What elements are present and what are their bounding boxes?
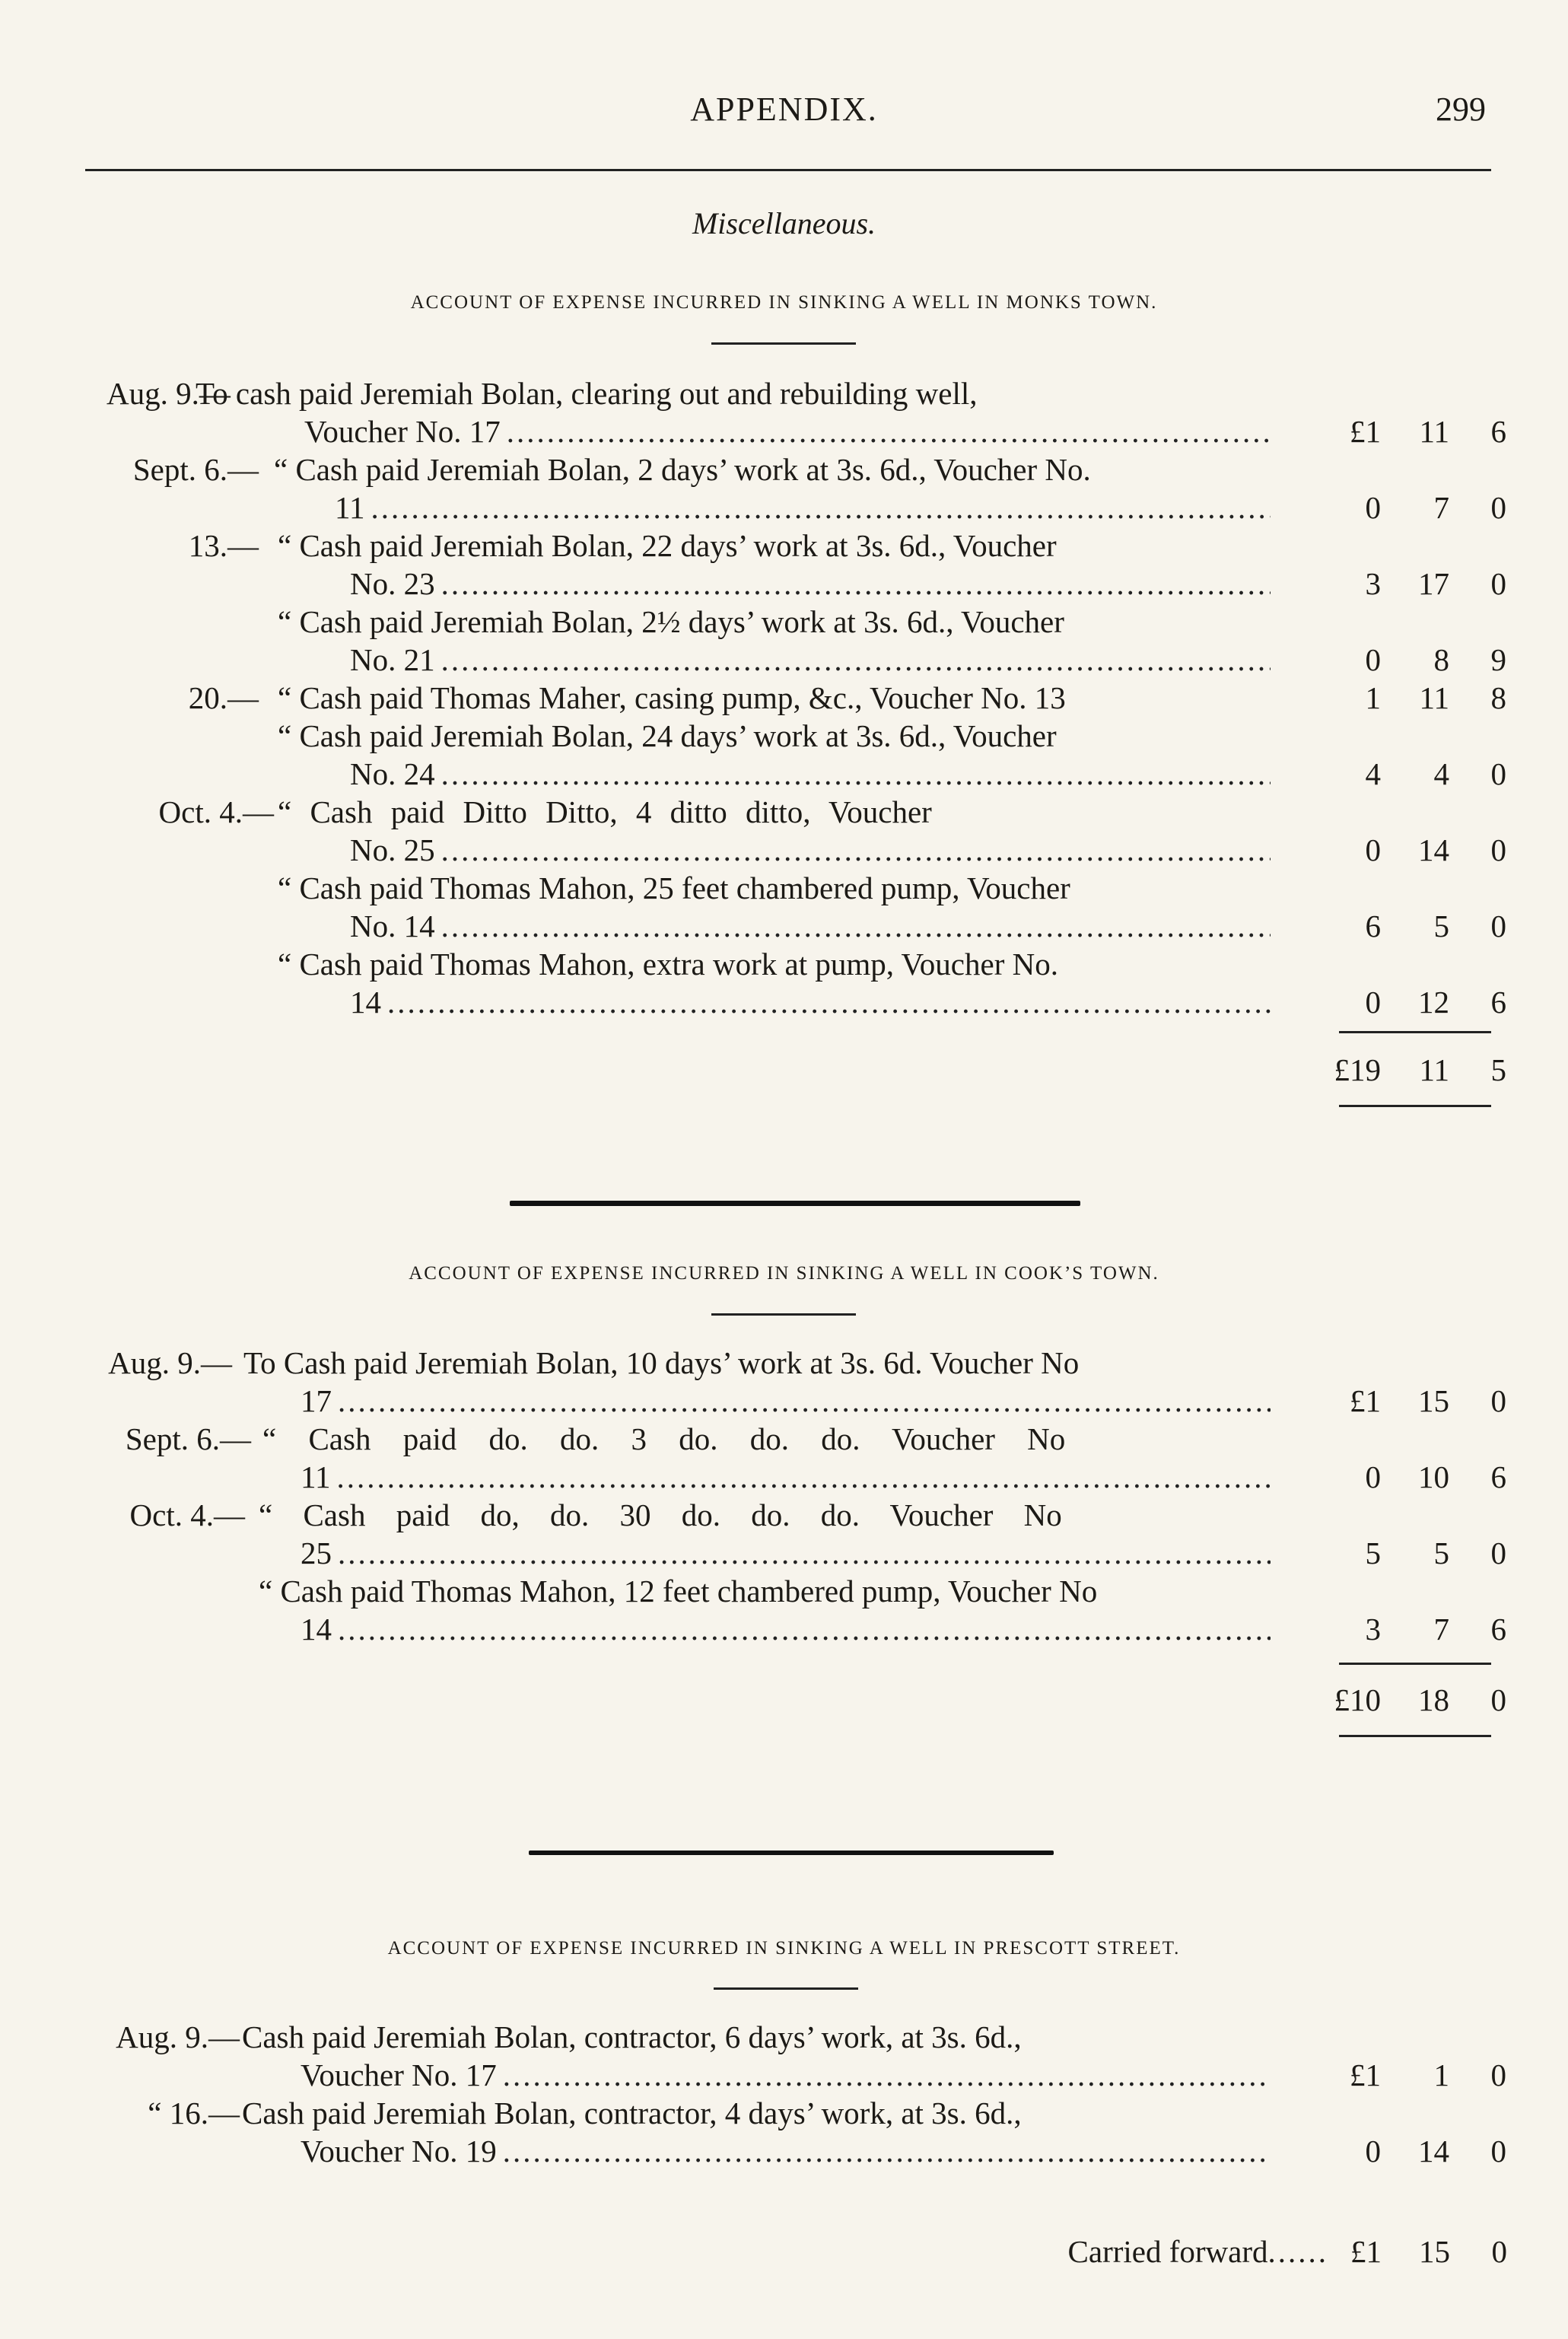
- dot-leader: [441, 831, 1271, 869]
- amount-pounds: 0: [1365, 2134, 1381, 2169]
- entry-voucher-line: [301, 2056, 1271, 2094]
- amount-pounds: £1: [1350, 414, 1381, 449]
- entry-amount: [1297, 565, 1506, 603]
- entry-date: Aug. 9.—: [116, 2019, 240, 2054]
- entry-date: 20.—: [188, 680, 259, 715]
- account-entries-prescott-street: [0, 2018, 1568, 2170]
- dot-leader: [371, 488, 1271, 527]
- entry-voucher-line: [350, 755, 1271, 793]
- entry-date: Aug. 9.—: [108, 1345, 232, 1380]
- account-entry: [0, 374, 1568, 450]
- entry-description: “ Cash paid Ditto Ditto, 4 ditto ditto, Voucher: [278, 794, 932, 829]
- account-title-prescott-street: ACCOUNT OF EXPENSE INCURRED IN SINKING A WELL IN PRESCOTT STREET.: [387, 1938, 1181, 1959]
- dot-leader: [338, 1382, 1271, 1420]
- amount-pence: 9: [1490, 642, 1506, 677]
- title-rule: [714, 1987, 858, 1990]
- entry-voucher-ref: No. 25: [350, 832, 435, 867]
- entry-voucher-ref: 25: [301, 1535, 332, 1570]
- entry-description: “ Cash paid Thomas Mahon, 12 feet chambered pump, Voucher No: [259, 1574, 1098, 1609]
- account-entry: [0, 1496, 1568, 1572]
- carried-shillings: 15: [1419, 2234, 1450, 2269]
- total-pounds: £10: [1334, 1682, 1381, 1717]
- entry-description: To Cash paid Jeremiah Bolan, 10 days’ work at 3s. 6d. Voucher No: [243, 1345, 1080, 1380]
- entry-description: Cash paid Jeremiah Bolan, contractor, 4 days’ work, at 3s. 6d.,: [242, 2096, 1022, 2131]
- carried-pence: 0: [1491, 2234, 1507, 2269]
- dot-leader: [338, 1534, 1271, 1572]
- entry-voucher-ref: 14: [350, 985, 381, 1020]
- amount-pence: 6: [1490, 1459, 1506, 1494]
- account-entries-monks-town: [0, 374, 1568, 1021]
- account-entry: [0, 1572, 1568, 1648]
- entry-amount: [1297, 983, 1506, 1021]
- account-entry: [0, 2018, 1568, 2094]
- dot-leader: [441, 565, 1271, 603]
- carried-forward-label: Carried forward: [1067, 2234, 1268, 2269]
- amount-pounds: 5: [1365, 1535, 1381, 1570]
- amount-shillings: 10: [1418, 1459, 1449, 1494]
- entry-amount: [1297, 641, 1506, 679]
- entry-amount: [1297, 2132, 1506, 2170]
- entry-amount: [1297, 488, 1506, 527]
- entry-date: Oct. 4.—: [129, 1497, 245, 1532]
- account-entry: [0, 450, 1568, 527]
- dot-leader: [441, 907, 1271, 945]
- amount-pence: 8: [1490, 680, 1506, 715]
- dot-leader: [503, 2056, 1271, 2094]
- amount-pence: 0: [1490, 2057, 1506, 2092]
- entry-amount: [1297, 1458, 1506, 1496]
- amount-shillings: 11: [1419, 414, 1449, 449]
- entry-date: 13.—: [188, 528, 259, 563]
- amount-shillings: 5: [1433, 909, 1449, 944]
- dot-leader: [441, 641, 1271, 679]
- account-entry: [0, 869, 1568, 945]
- running-title: APPENDIX.: [690, 91, 878, 128]
- entry-description: “ Cash paid Thomas Mahon, 25 feet chambered pump, Voucher: [278, 870, 1070, 905]
- entry-amount: [1297, 1534, 1506, 1572]
- entry-amount: [1297, 412, 1506, 450]
- entry-date: Aug. 9.—: [107, 376, 231, 411]
- entry-voucher-ref: No. 14: [350, 909, 435, 944]
- entry-date: Sept. 6.—: [125, 1421, 251, 1456]
- amount-pence: 0: [1490, 756, 1506, 791]
- amount-shillings: 8: [1433, 642, 1449, 677]
- entry-date: Oct. 4.—: [158, 794, 274, 829]
- entry-description: “ Cash paid Jeremiah Bolan, 2 days’ work at 3s. 6d., Voucher No.: [274, 452, 1091, 487]
- amount-pence: 0: [1490, 490, 1506, 525]
- entry-voucher-line: [350, 565, 1271, 603]
- amount-shillings: 12: [1418, 985, 1449, 1020]
- amount-shillings: 14: [1418, 832, 1449, 867]
- account-entry: [0, 1344, 1568, 1420]
- amount-shillings: 5: [1433, 1535, 1449, 1570]
- account-entry: [0, 717, 1568, 793]
- account-title-monks-town: ACCOUNT OF EXPENSE INCURRED IN SINKING A WELL IN MONKS TOWN.: [410, 292, 1158, 313]
- amount-pence: 0: [1490, 2134, 1506, 2169]
- amount-pence: 0: [1490, 1383, 1506, 1418]
- amount-pounds: 4: [1365, 756, 1381, 791]
- amount-pence: 0: [1490, 832, 1506, 867]
- account-entries-cooks-town: [0, 1344, 1568, 1648]
- amount-pounds: £1: [1350, 2057, 1381, 2092]
- entry-date: “ 16.—: [148, 2096, 240, 2131]
- account-entry: [0, 679, 1568, 717]
- entry-amount: [1297, 1610, 1506, 1648]
- amount-shillings: 15: [1418, 1383, 1449, 1418]
- entry-description: To cash paid Jeremiah Bolan, clearing out and rebuilding well,: [196, 376, 978, 411]
- total-rule: [1339, 1663, 1491, 1665]
- amount-pence: 0: [1490, 909, 1506, 944]
- account-entry: [0, 2094, 1568, 2170]
- amount-pence: 6: [1490, 985, 1506, 1020]
- header-rule: [85, 169, 1491, 171]
- entry-voucher-ref: Voucher No. 17: [304, 414, 501, 449]
- account-entry: [0, 945, 1568, 1021]
- total-pounds: £19: [1334, 1052, 1381, 1087]
- entry-description: “ Cash paid do. do. 3 do. do. do. Voucher No: [262, 1421, 1066, 1456]
- entry-description: “ Cash paid Jeremiah Bolan, 2½ days’ work at 3s. 6d., Voucher: [278, 604, 1064, 639]
- account-total: [1297, 1052, 1506, 1088]
- entry-amount: [1297, 2056, 1506, 2094]
- entry-voucher-ref: Voucher No. 19: [301, 2134, 497, 2169]
- entry-voucher-ref: 11: [301, 1459, 331, 1494]
- account-title-cooks-town: ACCOUNT OF EXPENSE INCURRED IN SINKING A WELL IN COOK’S TOWN.: [409, 1263, 1159, 1284]
- amount-shillings: 7: [1433, 490, 1449, 525]
- entry-description: Cash paid Jeremiah Bolan, contractor, 6 days’ work, at 3s. 6d.,: [242, 2019, 1022, 2054]
- title-rule: [711, 1313, 856, 1316]
- account-entry: [0, 603, 1568, 679]
- total-shillings: 11: [1419, 1052, 1449, 1087]
- amount-pounds: 0: [1365, 832, 1381, 867]
- entry-voucher-line: [350, 641, 1271, 679]
- entry-amount: [1297, 679, 1506, 717]
- dot-leader: [503, 2132, 1271, 2170]
- dot-leader: [336, 1458, 1271, 1496]
- entry-voucher-line: [301, 1382, 1271, 1420]
- total-pence: 5: [1490, 1052, 1506, 1087]
- total-rule: [1339, 1105, 1491, 1107]
- title-rule: [711, 342, 856, 345]
- account-total: [1297, 1682, 1506, 1718]
- dot-leader: [387, 983, 1271, 1021]
- amount-pounds: 6: [1365, 909, 1381, 944]
- total-rule: [1339, 1031, 1491, 1033]
- entry-amount: [1297, 755, 1506, 793]
- entry-voucher-ref: No. 21: [350, 642, 435, 677]
- entry-voucher-ref: 17: [301, 1383, 332, 1418]
- amount-pounds: 0: [1365, 1459, 1381, 1494]
- entry-description: “ Cash paid Jeremiah Bolan, 22 days’ work at 3s. 6d., Voucher: [278, 528, 1057, 563]
- amount-shillings: 1: [1433, 2057, 1449, 2092]
- amount-pounds: 3: [1365, 566, 1381, 601]
- entry-voucher-line: [304, 412, 1271, 450]
- entry-description: “ Cash paid do, do. 30 do. do. do. Voucher No: [259, 1497, 1062, 1532]
- section-separator: [529, 1851, 1054, 1855]
- entry-voucher-ref: Voucher No. 17: [301, 2057, 497, 2092]
- entry-amount: [1297, 1382, 1506, 1420]
- entry-voucher-line: [350, 907, 1271, 945]
- carried-pounds: £1: [1350, 2234, 1382, 2269]
- amount-pounds: 1: [1365, 680, 1381, 715]
- amount-shillings: 14: [1418, 2134, 1449, 2169]
- amount-shillings: 11: [1419, 680, 1449, 715]
- entry-date: Sept. 6.—: [132, 452, 259, 487]
- dot-leader: [441, 755, 1271, 793]
- amount-pounds: 3: [1365, 1612, 1381, 1647]
- total-rule: [1339, 1735, 1491, 1737]
- amount-pence: 6: [1490, 414, 1506, 449]
- entry-description: “ Cash paid Thomas Mahon, extra work at pump, Voucher No.: [278, 947, 1058, 982]
- entry-voucher-line: [301, 1458, 1271, 1496]
- amount-pence: 6: [1490, 1612, 1506, 1647]
- carried-forward-leader: ......: [1267, 2234, 1328, 2269]
- amount-pounds: 0: [1365, 490, 1381, 525]
- amount-shillings: 4: [1433, 756, 1449, 791]
- dot-leader: [507, 412, 1271, 450]
- amount-pounds: 0: [1365, 642, 1381, 677]
- entry-voucher-ref: 14: [301, 1612, 332, 1647]
- entry-voucher-ref: No. 24: [350, 756, 435, 791]
- entry-voucher-line: [335, 488, 1271, 527]
- total-pence: 0: [1490, 1682, 1506, 1717]
- amount-pounds: 0: [1365, 985, 1381, 1020]
- amount-pounds: £1: [1350, 1383, 1381, 1418]
- entry-voucher-line: [350, 983, 1271, 1021]
- entry-voucher-line: [301, 1610, 1271, 1648]
- account-entry: [0, 527, 1568, 603]
- amount-shillings: 7: [1433, 1612, 1449, 1647]
- amount-shillings: 17: [1418, 566, 1449, 601]
- section-heading: Miscellaneous.: [692, 206, 876, 240]
- section-separator: [510, 1201, 1080, 1206]
- entry-voucher-line: [301, 1534, 1271, 1572]
- entry-voucher-line: [350, 831, 1271, 869]
- carried-forward: [1068, 2233, 1507, 2270]
- entry-amount: [1297, 907, 1506, 945]
- total-shillings: 18: [1418, 1682, 1449, 1717]
- entry-voucher-ref: No. 23: [350, 566, 435, 601]
- account-entry: [0, 1420, 1568, 1496]
- entry-voucher-ref: 11: [335, 490, 365, 525]
- entry-description: “ Cash paid Thomas Maher, casing pump, &c., Voucher No. 13: [278, 680, 1066, 715]
- account-entry: [0, 793, 1568, 869]
- entry-amount: [1297, 831, 1506, 869]
- amount-pence: 0: [1490, 1535, 1506, 1570]
- page-number: 299: [1436, 91, 1486, 128]
- dot-leader: [338, 1610, 1271, 1648]
- entry-description: “ Cash paid Jeremiah Bolan, 24 days’ work at 3s. 6d., Voucher: [278, 718, 1057, 753]
- running-head: [0, 90, 1568, 135]
- amount-pence: 0: [1490, 566, 1506, 601]
- entry-voucher-line: [301, 2132, 1271, 2170]
